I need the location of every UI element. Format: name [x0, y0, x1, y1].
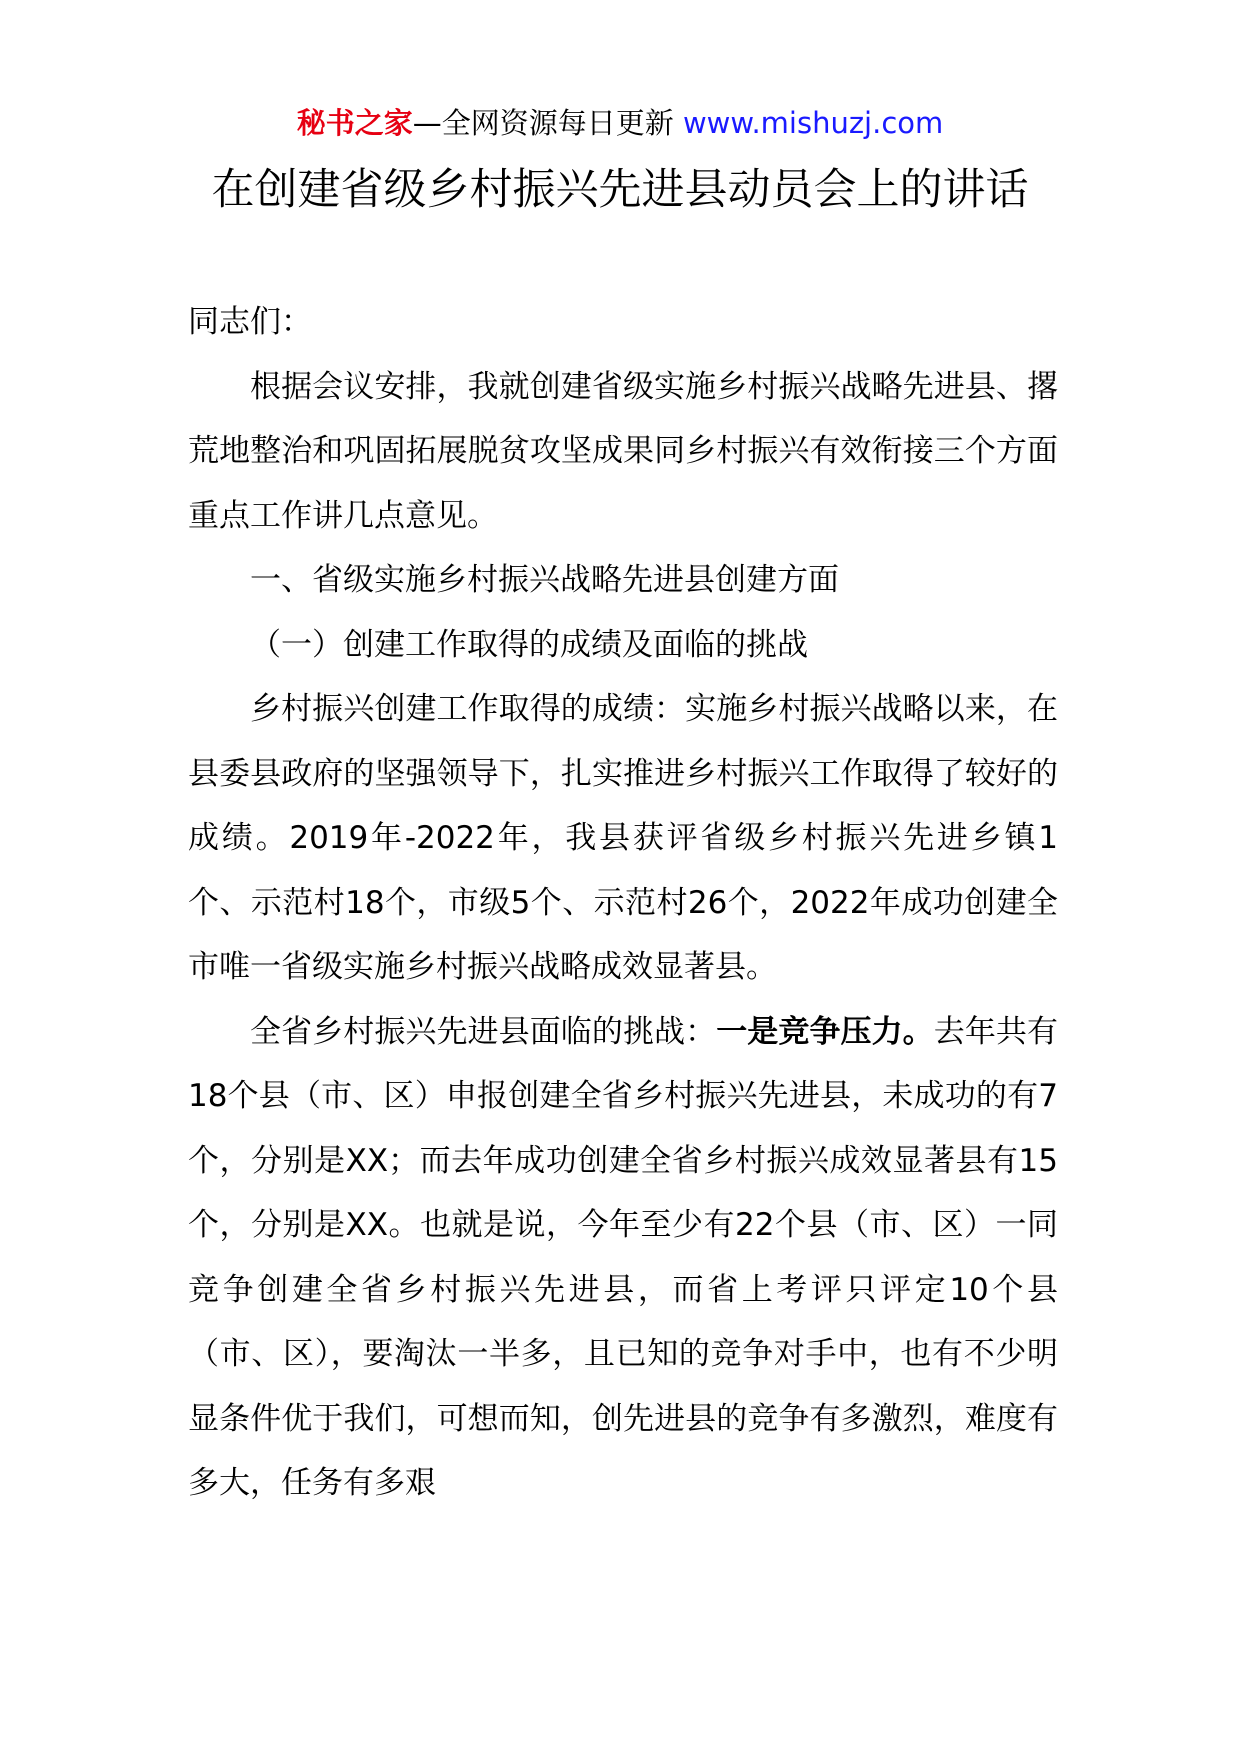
paragraph-achievements: 乡村振兴创建工作取得的成绩：实施乡村振兴战略以来，在县委县政府的坚强领导下，扎实推进乡村振兴工作取得了较好的成绩。2019年-2022年，我县获评省级乡村振兴先进乡镇1个、示范村18个，市级5个、示范村26个，2022年成功创建全市唯一省级实施乡村振兴战略成效显著县。	[188, 691, 1058, 985]
site-url-link[interactable]: www.mishuzj.com	[682, 106, 944, 140]
salutation: 同志们：	[188, 304, 312, 340]
challenge-lead: 全省乡村振兴先进县面临的挑战：	[250, 1013, 717, 1050]
site-tagline: —全网资源每日更新	[412, 106, 683, 140]
paragraph-challenges	[188, 1000, 1058, 1516]
section-heading: 一、省级实施乡村振兴战略先进县创建方面	[250, 562, 839, 598]
subsection-heading: （一）创建工作取得的成绩及面临的挑战	[250, 626, 808, 663]
site-header	[0, 103, 1240, 143]
challenge-text: 去年共有18个县（市、区）申报创建全省乡村振兴先进县，未成功的有7个，分别是XX；而去年成功创建全省乡村振兴成效显著县有15个，分别是XX。也就是说，今年至少有22个县（市、区）一同竞争创建全省乡村振兴先进县，而省上考评只评定10个县（市、区），要淘汰一半多，且已知的竞争对手中，也有不少明显条件优于我们，可想而知，创先进县的竞争有多激烈，难度有多大，任务有多艰	[188, 1013, 1059, 1501]
document-body	[188, 290, 1058, 1516]
paragraph-intro: 根据会议安排，我就创建省级实施乡村振兴战略先进县、撂荒地整治和巩固拓展脱贫攻坚成果同乡村振兴有效衔接三个方面重点工作讲几点意见。	[188, 368, 1058, 534]
challenge-emphasis: 一是竞争压力。	[716, 1013, 934, 1050]
document-title: 在创建省级乡村振兴先进县动员会上的讲话	[211, 165, 1029, 215]
site-brand: 秘书之家	[296, 106, 413, 140]
